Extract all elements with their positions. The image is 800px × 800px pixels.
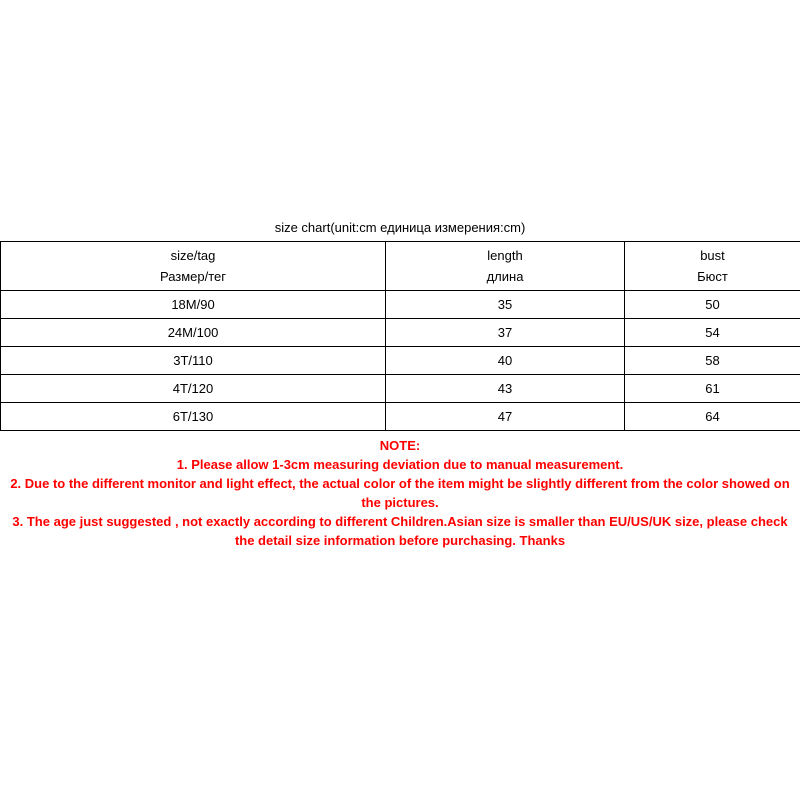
size-table — [0, 241, 800, 431]
cell-length: 40 — [386, 347, 625, 375]
table-row — [1, 347, 800, 375]
cell-size: 3T/110 — [1, 347, 386, 375]
header-size-tag-ru: Размер/тег — [159, 269, 227, 284]
cell-bust: 54 — [625, 319, 800, 347]
note-item-3: 3. The age just suggested , not exactly according to different Children.Asian size is smaller than EU/US/UK size, please check the detail size information before purchasing. Thanks — [12, 514, 788, 548]
header-bust-ru: Бюст — [697, 269, 728, 284]
table-row — [1, 319, 800, 347]
cell-size: 6T/130 — [1, 403, 386, 431]
header-bust — [625, 242, 800, 291]
cell-bust: 50 — [625, 291, 800, 319]
cell-length: 37 — [386, 319, 625, 347]
cell-bust: 64 — [625, 403, 800, 431]
header-bust-en: bust — [700, 248, 725, 263]
cell-size: 24M/100 — [1, 319, 386, 347]
header-row — [1, 242, 800, 291]
table-row — [1, 403, 800, 431]
cell-size: 18M/90 — [1, 291, 386, 319]
cell-bust: 58 — [625, 347, 800, 375]
header-size-tag-en: size/tag — [170, 248, 216, 263]
header-length — [386, 242, 625, 291]
header-length-ru: длина — [486, 269, 524, 284]
header-length-en: length — [487, 248, 523, 263]
notes-section — [0, 436, 800, 550]
chart-title: size chart(unit:cm единица измерения:cm) — [274, 220, 526, 235]
cell-length: 47 — [386, 403, 625, 431]
note-item-2: 2. Due to the different monitor and light effect, the actual color of the item might be slightly different from the color showed on the pictures. — [10, 476, 790, 510]
cell-size: 4T/120 — [1, 375, 386, 403]
cell-length: 35 — [386, 291, 625, 319]
notes-heading: NOTE: — [379, 438, 421, 453]
table-row — [1, 291, 800, 319]
header-size-tag — [1, 242, 386, 291]
cell-length: 43 — [386, 375, 625, 403]
table-header — [1, 242, 800, 291]
table-row — [1, 375, 800, 403]
note-item-1: 1. Please allow 1-3cm measuring deviation due to manual measurement. — [176, 457, 624, 472]
table-body — [1, 291, 800, 431]
cell-bust: 61 — [625, 375, 800, 403]
